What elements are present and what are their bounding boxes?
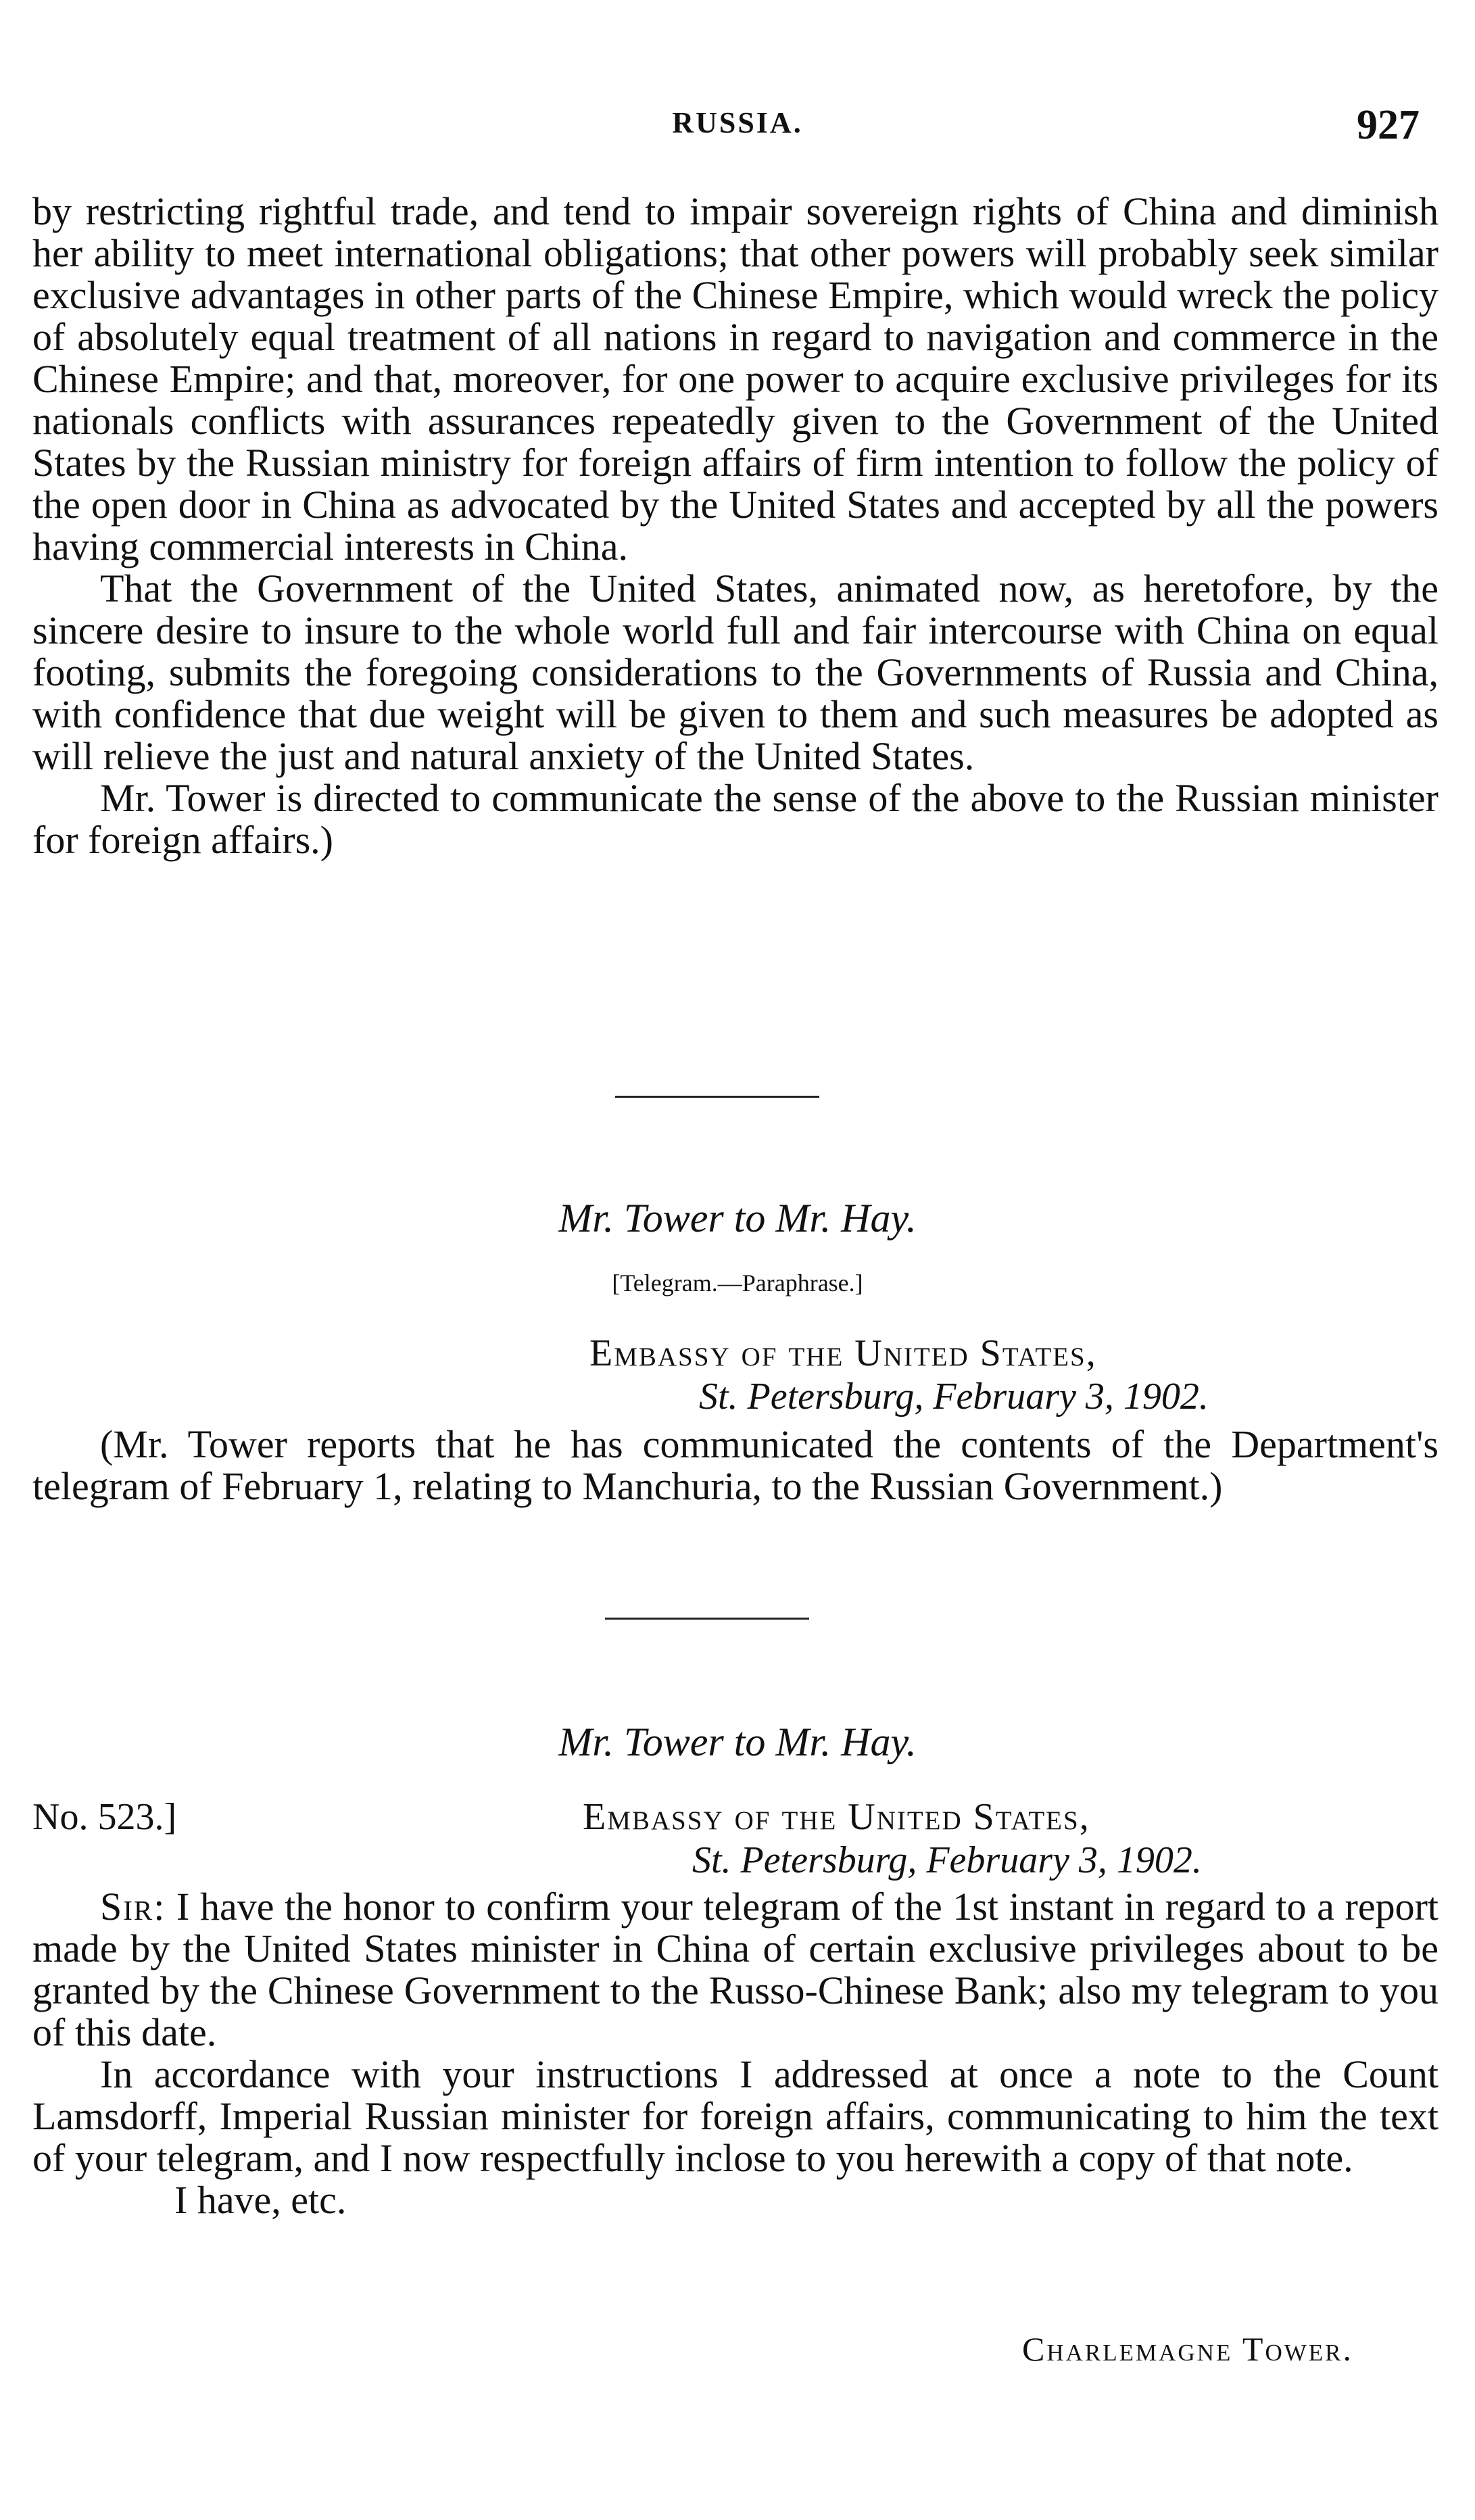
telegram-body — [32, 1424, 1438, 1507]
paragraph — [32, 1886, 1438, 2054]
paragraph: by restricting rightful trade, and tend to impair sovereign rights of China and diminish her ability to meet international obligations; that other powers will probably seek similar exclusive advantages in other parts of the Chinese Empire, which would wreck the policy of absolutely equal treatment of all nations in regard to navigation and commerce in the Chinese Empire; and that, moreover, for one power to acquire exclusive privileges for its nationals conflicts with assurances repeatedly given to the Government of the United States by the Russian ministry for foreign affairs of firm intention to follow the policy of the open door in China as advocated by the United States and accepted by all the powers having commercial interests in China. — [32, 189, 1438, 568]
paragraph: (Mr. Tower reports that he has communicated the contents of the Department's telegram of February 1, relating to Manchuria, to the Russian Government.) — [32, 1422, 1438, 1508]
dateline-date: St. Petersburg, February 3, 1902. — [699, 1376, 1209, 1418]
telegram-note: [Telegram.—Paraphrase.] — [612, 1269, 863, 1297]
salutation: Sir: — [100, 1885, 166, 1929]
letter-heading: Mr. Tower to Mr. Hay. — [558, 1720, 917, 1764]
closing: I have, etc. — [174, 2178, 347, 2222]
dateline-place: Embassy of the United States, — [589, 1332, 1097, 1374]
paragraph-text: I have the honor to confirm your telegram of the 1st instant in regard to a report made by the United States minister in China of certain exclusive privileges about to be granted by the Chinese Government to the Russo-Chinese Bank; also my telegram to you of this date. — [32, 1885, 1439, 2054]
dateline-date: St. Petersburg, February 3, 1902. — [692, 1839, 1202, 1881]
letter-body — [32, 1886, 1438, 2221]
page-header — [0, 101, 1475, 155]
signature: Charlemagne Tower. — [1021, 2330, 1353, 2368]
section-divider — [605, 1618, 809, 1620]
paragraph: Mr. Tower is directed to communicate the sense of the above to the Russian minister for foreign affairs.) — [32, 776, 1438, 862]
section-continuation — [32, 191, 1438, 861]
dateline-place: Embassy of the United States, — [583, 1796, 1090, 1838]
page-number: 927 — [1357, 102, 1420, 148]
running-head: RUSSIA. — [672, 106, 803, 139]
section-divider — [615, 1096, 819, 1098]
paragraph: That the Government of the United States, animated now, as heretofore, by the sincere desire to insure to the whole world full and fair intercourse with China on equal footing, submits the foregoing considerations to the Governments of Russia and China, with confidence that due weight will be given to them and such measures be adopted as will relieve the just and natural anxiety of the United States. — [32, 566, 1438, 778]
letter-heading: Mr. Tower to Mr. Hay. — [558, 1196, 917, 1240]
despatch-number: No. 523.] — [32, 1796, 177, 1838]
paragraph: In accordance with your instructions I addressed at once a note to the Count Lamsdorff, Imperial Russian minister for foreign affairs, communicating to him the text of your telegram, and I now respectfully inclose to you herewith a copy of that note. — [32, 2052, 1438, 2180]
